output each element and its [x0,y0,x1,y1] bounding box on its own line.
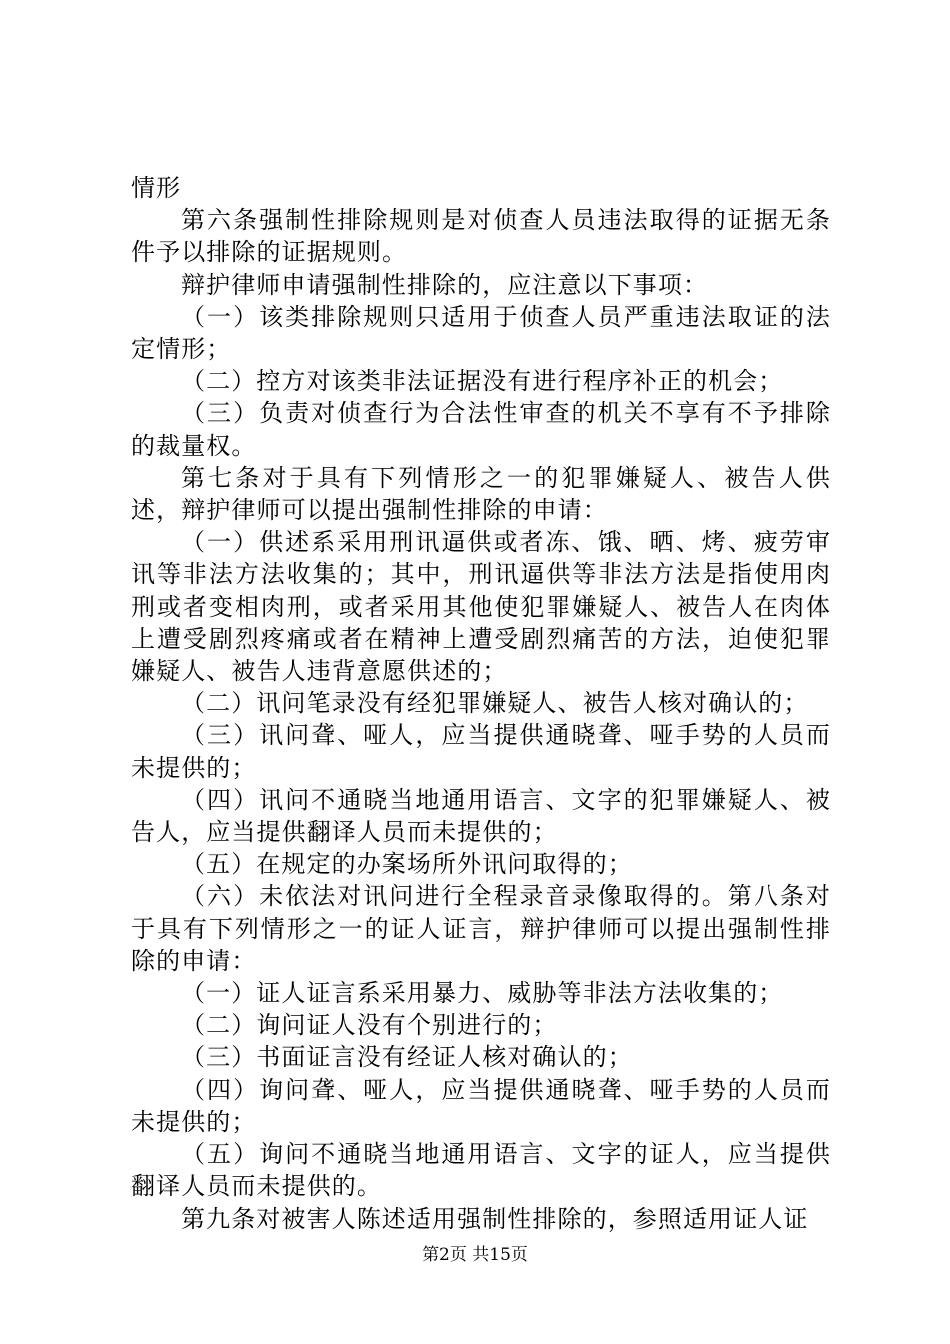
paragraph: 辩护律师申请强制性排除的，应注意以下事项： [181,270,709,299]
paragraph: （六）未依法对讯问进行全程录音录像取得的。第八条对于具有下列情形之一的证人证言，辩护律师可以提出强制性排除的申请： [131,882,831,975]
paragraph: （一）该类排除规则只适用于侦查人员严重违法取证的法定情形； [131,302,831,364]
paragraph: （三）书面证言没有经证人核对确认的； [181,1043,633,1072]
paragraph: （四）讯问不通晓当地通用语言、文字的犯罪嫌疑人、被告人，应当提供翻译人员而未提供的； [131,785,831,847]
paragraph: （二）控方对该类非法证据没有进行程序补正的机会； [181,367,784,396]
paragraph: 第七条对于具有下列情形之一的犯罪嫌疑人、被告人供述，辩护律师可以提出强制性排除的申请： [131,463,831,525]
paragraph: （一）证人证言系采用暴力、威胁等非法方法收集的； [181,979,784,1008]
paragraph: （一）供述系采用刑讯逼供或者冻、饿、晒、烤、疲劳审讯等非法方法收集的；其中，刑讯逼供等非法方法是指使用肉刑或者变相肉刑，或者采用其他使犯罪嫌疑人、被告人在肉体上遭受剧烈疼痛或者在精神上遭受剧烈痛苦的方法，迫使犯罪嫌疑人、被告人违背意愿供述的； [131,528,831,686]
paragraph: （三）讯问聋、哑人，应当提供通晓聋、哑手势的人员而未提供的； [131,721,831,782]
paragraph: （二）询问证人没有个别进行的； [181,1011,558,1040]
paragraph: 情形 [131,174,182,202]
paragraph: （三）负责对侦查行为合法性审查的机关不享有不予排除的裁量权。 [131,399,831,460]
paragraph: （四）询问聋、哑人，应当提供通晓聋、哑手势的人员而未提供的； [131,1075,831,1136]
paragraph: （五）在规定的办案场所外讯问取得的； [181,850,633,879]
page-footer [0,1245,950,1265]
paragraph: 第九条对被害人陈述适用强制性排除的，参照适用证人证 [181,1204,809,1233]
paragraph: （二）讯问笔录没有经犯罪嫌疑人、被告人核对确认的； [181,689,809,718]
paragraph: 第六条强制性排除规则是对侦查人员违法取得的证据无条件予以排除的证据规则。 [131,206,831,267]
paragraph: （五）询问不通晓当地通用语言、文字的证人，应当提供翻译人员而未提供的。 [131,1140,831,1201]
document-body [131,172,831,1235]
page-number-label: 第2页 共15页 [422,1245,528,1265]
